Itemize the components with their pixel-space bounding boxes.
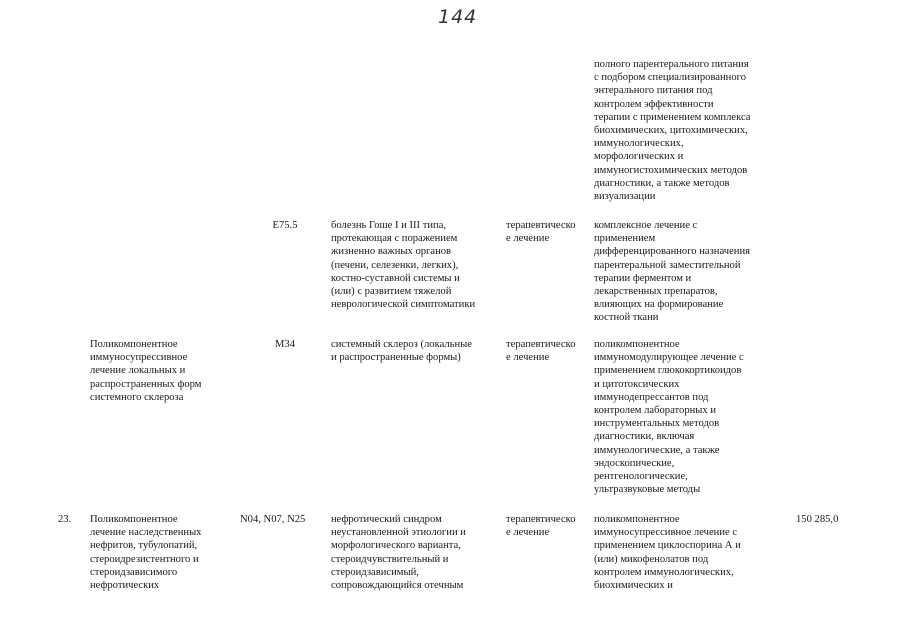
patient-model-cell: болезнь Гоше I и III типа, протекающая с поражением жизненно важных органов (печени, селезенки, легких), костно-суставной системы и (или) с развитием тяжелой неврологической симптоматики [331,220,476,311]
icd-code-cell: M34 [274,339,295,350]
page-number: 144 [438,6,478,28]
care-type-name-cell: Поликомпонентное лечение наследственных нефритов, тубулопатий, стероидрезистентного и стероидзависимого нефротических [90,514,202,592]
method-cell: поликомпонентное иммуномодулирующее лечение с применением глюкокортикоидов и цитотоксических иммунодепрессантов под контролем лабораторных и инструментальных методов диагностики, включая иммунологические, а также эндоскопические, рентгенологические, ультразвуковые методы [594,339,744,496]
row-number-cell: 23. [58,514,72,525]
icd-code-cell: N04, N07, N25 [240,514,306,525]
method-cell: поликомпонентное иммуносупрессивное лечение с применением циклоспорина А и (или) микофенолатов под контролем иммунологических, биохимических и [594,514,741,592]
treatment-type-cell: терапевтическо е лечение [506,339,576,364]
patient-model-cell: системный склероз (локальные и распространенные формы) [331,339,472,364]
cost-cell: 150 285,0 [796,514,839,525]
icd-code-cell: E75.5 [272,220,298,231]
method-cell: комплексное лечение с применением дифференцированного назначения парентеральной заместительной терапии ферментом и лекарственных препаратов, влияющих на формирование костной ткани [594,220,750,324]
treatment-type-cell: терапевтическо е лечение [506,220,576,245]
treatment-type-cell: терапевтическо е лечение [506,514,576,539]
care-type-name-cell: Поликомпонентное иммуносупрессивное лечение локальных и распространенных форм системного склероза [90,339,202,403]
patient-model-cell: нефротический синдром неустановленной этиологии и морфологического варианта, стероидчувствительный и стероидзависимый, сопровождающийся отечным [331,514,466,592]
method-cell: полного парентерального питания с подбором специализированного энтерального питания под контролем эффективности терапии с применением комплекса биохимических, цитохимических, иммунологических, морфологических и иммуногистохимических методов диагностики, а также методов визуализации [594,59,751,203]
